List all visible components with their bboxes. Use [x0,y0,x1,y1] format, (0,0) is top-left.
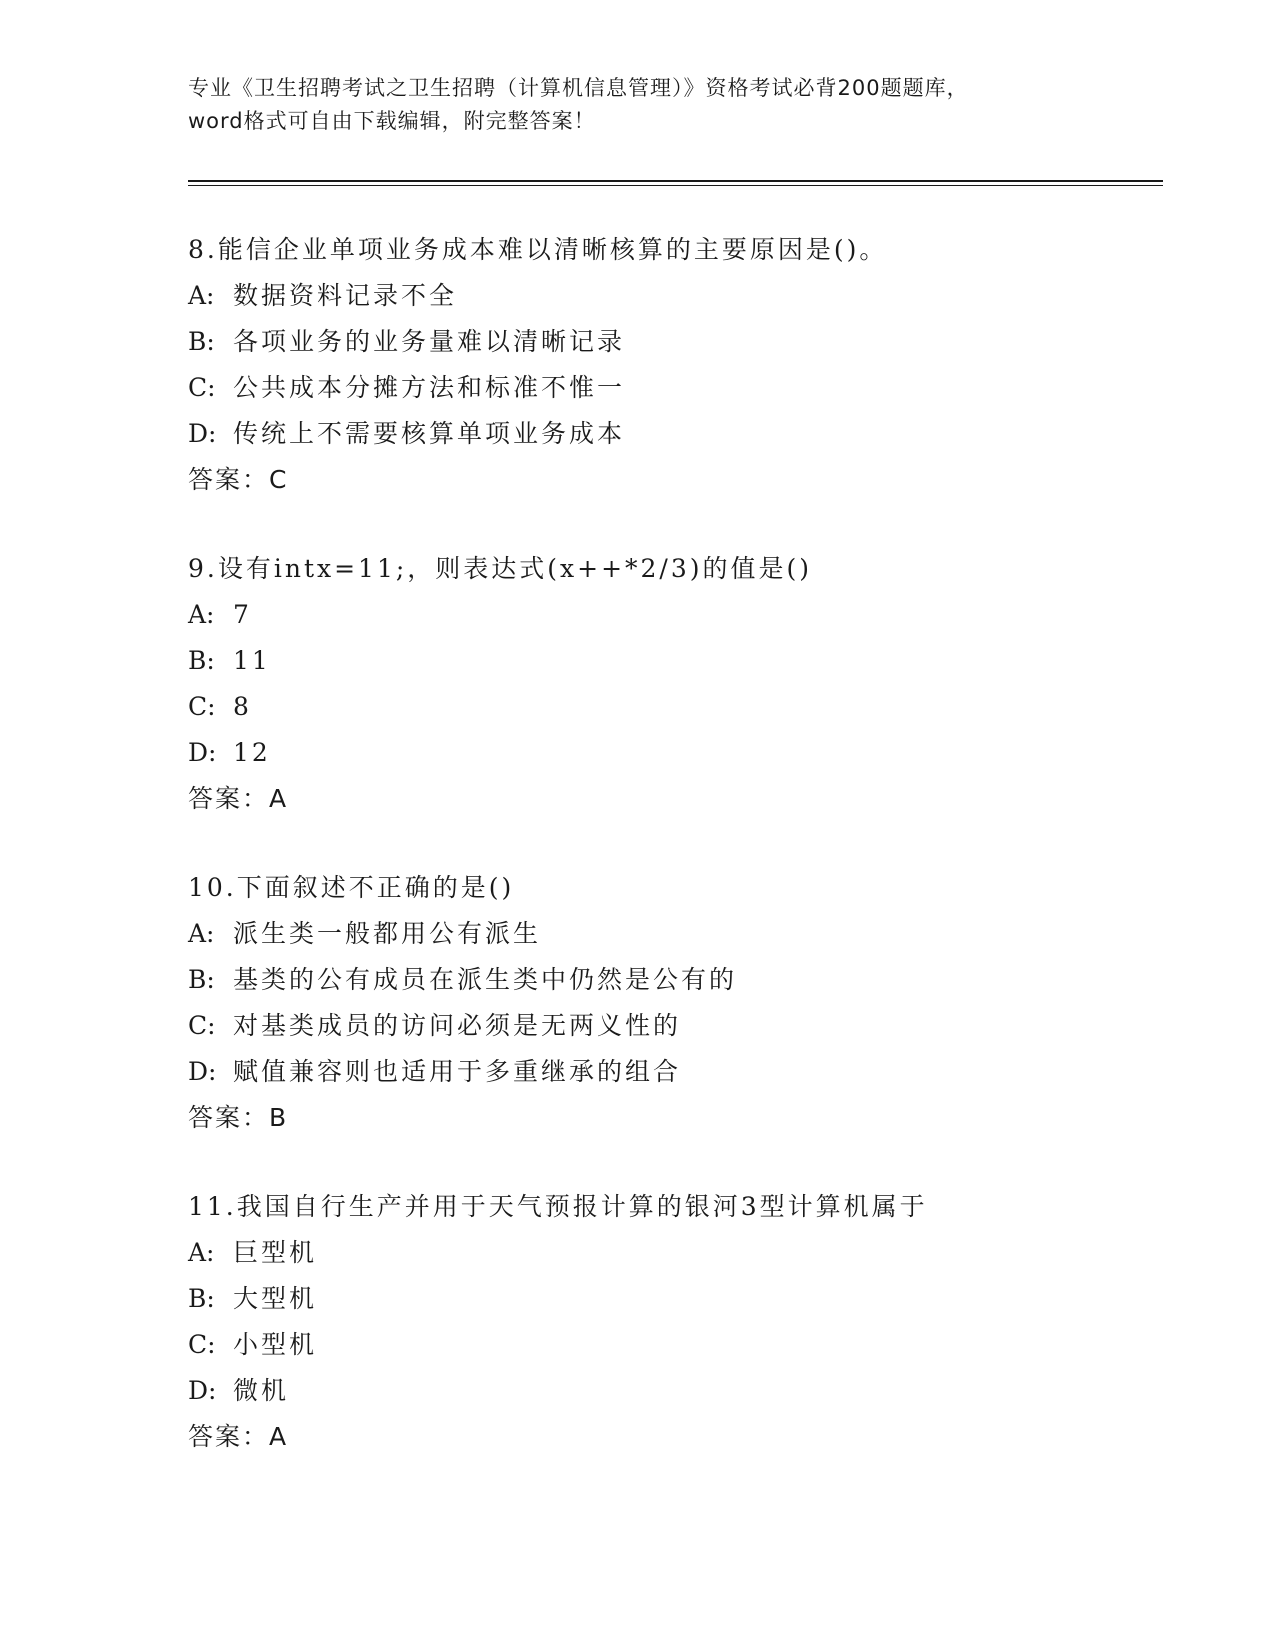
answer-line [188,1095,1188,1141]
header-title-line-1: 专业《卫生招聘考试之卫生招聘（计算机信息管理）》资格考试必背200题题库， [188,76,969,100]
answer-value: A [269,1422,287,1451]
option-b [188,1276,1188,1322]
answer-line [188,776,1188,822]
option-label: B: [188,1284,215,1313]
question-8 [188,227,1188,503]
option-text: 基类的公有成员在派生类中仍然是公有的 [233,965,738,994]
answer-line [188,1414,1188,1460]
answer-prefix: 答案： [188,1422,270,1451]
option-text: 12 [233,738,271,767]
question-10 [188,865,1188,1141]
header-title-line-2: word格式可自由下载编辑，附完整答案！ [188,109,596,133]
option-d [188,411,1188,457]
option-label: D: [188,419,217,448]
question-stem: 11.我国自行生产并用于天气预报计算的银河3型计算机属于 [188,1192,928,1221]
option-label: C: [188,692,216,721]
option-label: B: [188,327,215,356]
option-label: D: [188,1057,217,1086]
option-text: 巨型机 [233,1238,318,1267]
option-d [188,1368,1188,1414]
option-a [188,273,1188,319]
question-9 [188,546,1188,822]
header-divider-thick [188,180,1163,182]
option-a [188,1230,1188,1276]
option-a [188,592,1188,638]
option-label: A: [188,1238,215,1267]
option-b [188,957,1188,1003]
option-text: 传统上不需要核算单项业务成本 [233,419,626,448]
option-label: C: [188,373,216,402]
option-text: 对基类成员的访问必须是无两义性的 [233,1011,682,1040]
option-text: 数据资料记录不全 [233,281,458,310]
option-text: 微机 [233,1376,290,1405]
option-c [188,1322,1188,1368]
question-stem: 9.设有intx=11;，则表达式(x++*2/3)的值是() [188,554,813,583]
option-d [188,1049,1188,1095]
answer-prefix: 答案： [188,1103,270,1132]
option-text: 小型机 [233,1330,318,1359]
option-text: 赋值兼容则也适用于多重继承的组合 [233,1057,682,1086]
option-a [188,911,1188,957]
option-label: D: [188,1376,217,1405]
question-11 [188,1184,1188,1460]
option-label: B: [188,965,215,994]
option-text: 7 [233,600,252,629]
header-divider-thin [188,185,1163,186]
answer-prefix: 答案： [188,784,270,813]
option-c [188,1003,1188,1049]
option-b [188,319,1188,365]
answer-prefix: 答案： [188,465,270,494]
option-text: 大型机 [233,1284,318,1313]
option-text: 派生类一般都用公有派生 [233,919,542,948]
option-text: 各项业务的业务量难以清晰记录 [233,327,626,356]
document-header [188,72,1088,138]
option-label: D: [188,738,217,767]
answer-value: C [269,465,287,494]
option-label: A: [188,919,215,948]
option-label: B: [188,646,215,675]
option-label: C: [188,1330,216,1359]
option-d [188,730,1188,776]
answer-value: A [269,784,287,813]
option-c [188,365,1188,411]
option-text: 公共成本分摊方法和标准不惟一 [233,373,626,402]
answer-value: B [269,1103,287,1132]
answer-line [188,457,1188,503]
option-label: A: [188,281,215,310]
question-stem: 10.下面叙述不正确的是() [188,873,515,902]
option-label: A: [188,600,215,629]
option-label: C: [188,1011,216,1040]
option-c [188,684,1188,730]
question-stem: 8.能信企业单项业务成本难以清晰核算的主要原因是()。 [188,235,888,264]
option-text: 8 [233,692,252,721]
option-text: 11 [233,646,271,675]
option-b [188,638,1188,684]
